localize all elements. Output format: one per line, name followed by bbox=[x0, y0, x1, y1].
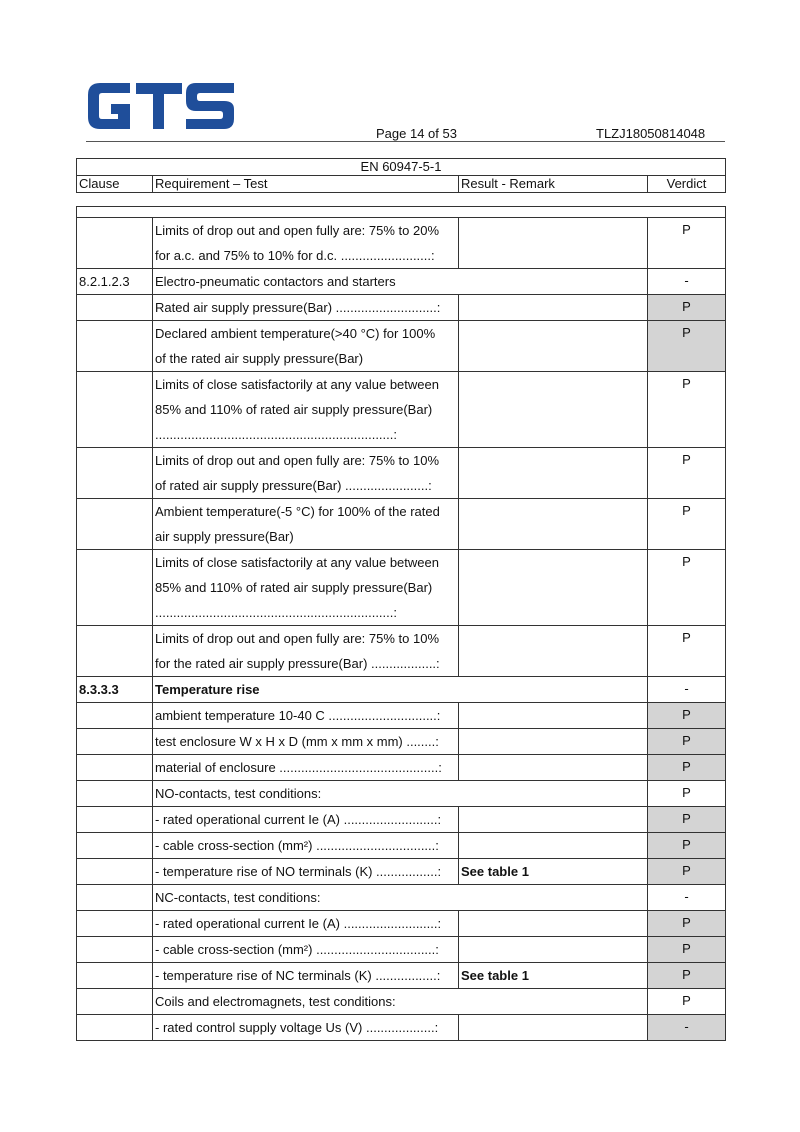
page-number: Page 14 of 53 bbox=[376, 126, 457, 141]
result-cell bbox=[459, 321, 648, 372]
requirement-line: - temperature rise of NC terminals (K) .................: bbox=[155, 968, 441, 983]
requirement-cell bbox=[153, 1015, 459, 1041]
requirement-cell bbox=[153, 963, 459, 989]
clause-cell bbox=[77, 781, 153, 807]
table-row bbox=[77, 269, 726, 295]
table-row bbox=[77, 372, 726, 448]
requirement-line: NC-contacts, test conditions: bbox=[155, 890, 321, 905]
table-row bbox=[77, 703, 726, 729]
requirement-cell bbox=[153, 989, 648, 1015]
requirement-line: for a.c. and 75% to 10% for d.c. .........................: bbox=[155, 248, 435, 263]
verdict-cell: P bbox=[648, 859, 726, 885]
result-cell bbox=[459, 807, 648, 833]
table-row bbox=[77, 448, 726, 499]
requirement-line: Limits of drop out and open fully are: 75% to 10% bbox=[155, 631, 440, 646]
clause-cell bbox=[77, 859, 153, 885]
table-row bbox=[77, 833, 726, 859]
verdict-cell: P bbox=[648, 729, 726, 755]
requirement-line: Ambient temperature(-5 °C) for 100% of the rated bbox=[155, 504, 440, 519]
table-row bbox=[77, 550, 726, 626]
table-row bbox=[77, 729, 726, 755]
result-cell bbox=[459, 372, 648, 448]
clause-cell bbox=[77, 1015, 153, 1041]
column-result: Result - Remark bbox=[459, 176, 648, 193]
requirement-line: of rated air supply pressure(Bar) .......................: bbox=[155, 478, 432, 493]
requirement-cell bbox=[153, 372, 459, 448]
requirement-cell bbox=[153, 729, 459, 755]
result-cell: See table 1 bbox=[459, 859, 648, 885]
result-cell: See table 1 bbox=[459, 963, 648, 989]
requirement-line: Declared ambient temperature(>40 °C) for 100% bbox=[155, 326, 436, 341]
result-cell bbox=[459, 729, 648, 755]
clause-cell bbox=[77, 937, 153, 963]
requirement-cell bbox=[153, 885, 648, 911]
verdict-cell: P bbox=[648, 372, 726, 448]
requirement-cell bbox=[153, 859, 459, 885]
verdict-cell: P bbox=[648, 937, 726, 963]
result-cell bbox=[459, 295, 648, 321]
clause-cell bbox=[77, 989, 153, 1015]
clause-cell bbox=[77, 372, 153, 448]
requirement-cell bbox=[153, 781, 648, 807]
requirement-cell bbox=[153, 218, 459, 269]
requirement-line: - cable cross-section (mm²) .................................: bbox=[155, 942, 439, 957]
table-row bbox=[77, 911, 726, 937]
table-row bbox=[77, 989, 726, 1015]
column-clause: Clause bbox=[77, 176, 153, 193]
requirement-cell bbox=[153, 295, 459, 321]
verdict-cell: P bbox=[648, 448, 726, 499]
verdict-cell: - bbox=[648, 677, 726, 703]
clause-cell bbox=[77, 807, 153, 833]
clause-cell bbox=[77, 550, 153, 626]
requirement-line: Limits of close satisfactorily at any value between bbox=[155, 377, 439, 392]
table-row bbox=[77, 321, 726, 372]
result-cell bbox=[459, 937, 648, 963]
clause-cell bbox=[77, 448, 153, 499]
result-cell bbox=[459, 911, 648, 937]
clause-cell bbox=[77, 911, 153, 937]
verdict-cell: P bbox=[648, 218, 726, 269]
clause-cell bbox=[77, 703, 153, 729]
result-cell bbox=[459, 626, 648, 677]
table-row bbox=[77, 963, 726, 989]
column-verdict: Verdict bbox=[648, 176, 726, 193]
requirement-cell bbox=[153, 499, 459, 550]
table-row bbox=[77, 755, 726, 781]
requirement-line: Coils and electromagnets, test conditions: bbox=[155, 994, 396, 1009]
table-row bbox=[77, 677, 726, 703]
requirement-line: - cable cross-section (mm²) .................................: bbox=[155, 838, 439, 853]
verdict-cell: P bbox=[648, 781, 726, 807]
result-cell bbox=[459, 1015, 648, 1041]
verdict-cell: P bbox=[648, 807, 726, 833]
verdict-cell: P bbox=[648, 755, 726, 781]
requirement-cell bbox=[153, 911, 459, 937]
requirement-line: NO-contacts, test conditions: bbox=[155, 786, 322, 801]
verdict-cell: P bbox=[648, 550, 726, 626]
result-cell bbox=[459, 550, 648, 626]
gts-logo bbox=[86, 79, 236, 133]
table-row bbox=[77, 937, 726, 963]
requirement-line: Temperature rise bbox=[155, 682, 260, 697]
table-row bbox=[77, 626, 726, 677]
requirements-table bbox=[76, 206, 726, 1041]
clause-cell bbox=[77, 499, 153, 550]
requirement-line: - temperature rise of NO terminals (K) .................: bbox=[155, 864, 442, 879]
verdict-cell: P bbox=[648, 499, 726, 550]
verdict-cell: P bbox=[648, 703, 726, 729]
requirement-line: - rated operational current Ie (A) ..........................: bbox=[155, 916, 442, 931]
result-cell bbox=[459, 448, 648, 499]
verdict-cell: - bbox=[648, 269, 726, 295]
verdict-cell: P bbox=[648, 626, 726, 677]
column-requirement: Requirement – Test bbox=[153, 176, 459, 193]
clause-cell: 8.2.1.2.3 bbox=[77, 269, 153, 295]
table-row bbox=[77, 218, 726, 269]
clause-cell bbox=[77, 729, 153, 755]
result-cell bbox=[459, 218, 648, 269]
requirement-line: of the rated air supply pressure(Bar) bbox=[155, 351, 364, 366]
result-cell bbox=[459, 833, 648, 859]
requirement-line: for the rated air supply pressure(Bar) ..................: bbox=[155, 656, 440, 671]
requirement-line: test enclosure W x H x D (mm x mm x mm) ........: bbox=[155, 734, 439, 749]
requirement-line: Rated air supply pressure(Bar) ............................: bbox=[155, 300, 441, 315]
requirement-cell bbox=[153, 677, 648, 703]
requirement-line: Limits of drop out and open fully are: 75% to 20% bbox=[155, 223, 440, 238]
verdict-cell: P bbox=[648, 295, 726, 321]
requirement-line: ..................................................................: bbox=[155, 605, 397, 620]
table-row bbox=[77, 1015, 726, 1041]
requirement-line: Limits of drop out and open fully are: 75% to 10% bbox=[155, 453, 440, 468]
requirement-cell bbox=[153, 626, 459, 677]
requirement-line: - rated operational current Ie (A) ..........................: bbox=[155, 812, 442, 827]
verdict-cell: P bbox=[648, 833, 726, 859]
result-cell bbox=[459, 755, 648, 781]
clause-cell bbox=[77, 321, 153, 372]
table-row bbox=[77, 885, 726, 911]
requirement-cell bbox=[153, 321, 459, 372]
table-row bbox=[77, 781, 726, 807]
requirement-line: - rated control supply voltage Us (V) ...................: bbox=[155, 1020, 439, 1035]
clause-cell bbox=[77, 963, 153, 989]
header-divider bbox=[86, 141, 725, 142]
requirement-cell bbox=[153, 937, 459, 963]
table-row bbox=[77, 859, 726, 885]
table-row bbox=[77, 807, 726, 833]
requirement-cell bbox=[153, 448, 459, 499]
requirement-line: Limits of close satisfactorily at any value between bbox=[155, 555, 439, 570]
requirement-cell bbox=[153, 703, 459, 729]
verdict-cell: - bbox=[648, 1015, 726, 1041]
requirement-cell bbox=[153, 807, 459, 833]
table-header bbox=[76, 158, 726, 193]
requirement-line: material of enclosure ............................................: bbox=[155, 760, 442, 775]
clause-cell bbox=[77, 295, 153, 321]
requirement-line: Electro-pneumatic contactors and starters bbox=[155, 274, 396, 289]
requirement-line: ..................................................................: bbox=[155, 427, 397, 442]
requirement-cell bbox=[153, 550, 459, 626]
result-cell bbox=[459, 499, 648, 550]
standard-title: EN 60947-5-1 bbox=[77, 159, 726, 176]
verdict-cell: P bbox=[648, 321, 726, 372]
requirement-cell bbox=[153, 755, 459, 781]
requirement-line: 85% and 110% of rated air supply pressure(Bar) bbox=[155, 402, 433, 417]
verdict-cell: P bbox=[648, 911, 726, 937]
verdict-cell: P bbox=[648, 989, 726, 1015]
clause-cell bbox=[77, 755, 153, 781]
requirement-cell bbox=[153, 833, 459, 859]
requirement-cell bbox=[153, 269, 648, 295]
verdict-cell: - bbox=[648, 885, 726, 911]
table-top-gap bbox=[77, 207, 726, 218]
verdict-cell: P bbox=[648, 963, 726, 989]
requirement-line: 85% and 110% of rated air supply pressure(Bar) bbox=[155, 580, 433, 595]
table-row bbox=[77, 295, 726, 321]
clause-cell bbox=[77, 833, 153, 859]
clause-cell bbox=[77, 626, 153, 677]
table-row bbox=[77, 499, 726, 550]
result-cell bbox=[459, 703, 648, 729]
clause-cell bbox=[77, 218, 153, 269]
requirement-line: air supply pressure(Bar) bbox=[155, 529, 294, 544]
report-id: TLZJ18050814048 bbox=[596, 126, 706, 141]
clause-cell: 8.3.3.3 bbox=[77, 677, 153, 703]
clause-cell bbox=[77, 885, 153, 911]
requirement-line: ambient temperature 10-40 C ..............................: bbox=[155, 708, 441, 723]
